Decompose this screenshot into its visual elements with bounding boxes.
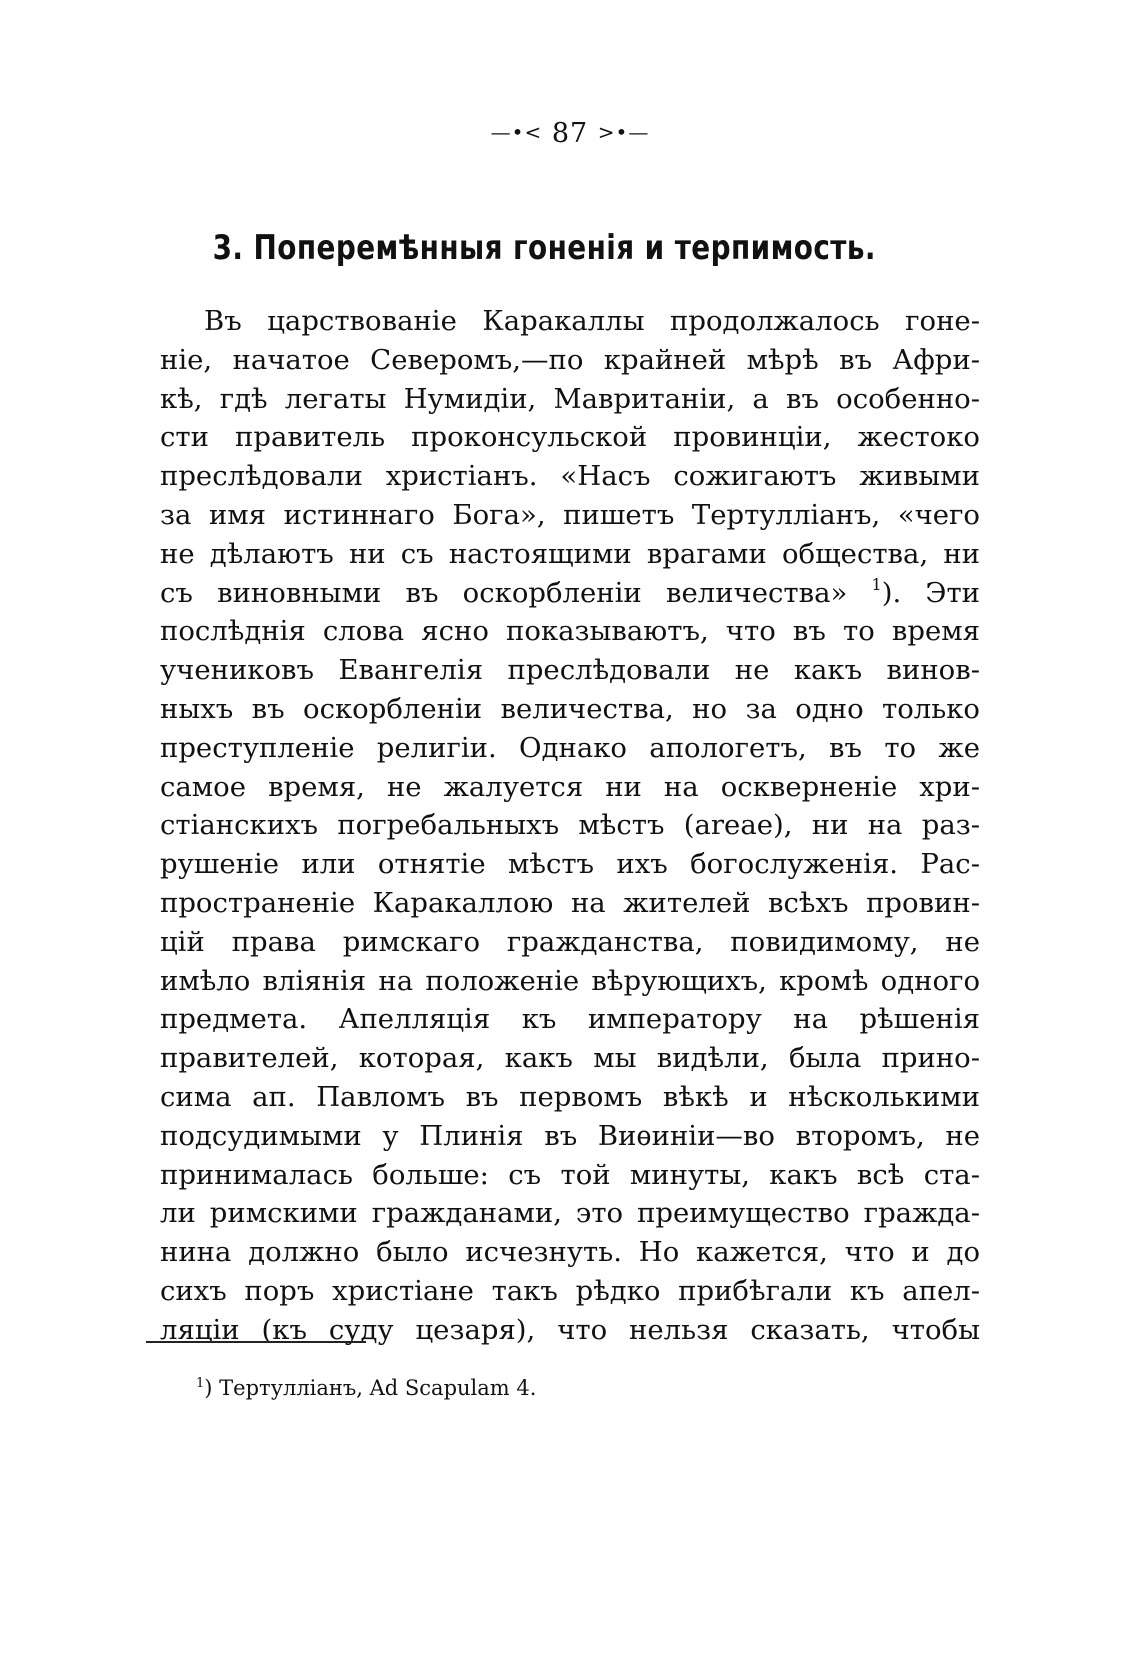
- text-line: ляціи (къ суду цезаря), что нельзя сказать, чтобы: [160, 1313, 980, 1346]
- text-line: за имя истиннаго Бога», пишетъ Тертулліанъ, «чего: [160, 498, 980, 531]
- text-line: преступленіе религіи. Однако апологетъ, въ то же: [160, 731, 980, 764]
- text-line: не дѣлаютъ ни съ настоящими врагами общества, ни: [160, 537, 980, 570]
- text-line: нина должно было исчезнуть. Но кажется, что и до: [160, 1236, 980, 1269]
- text-line: цій права римскаго гражданства, повидимому, не: [160, 925, 980, 958]
- section-title: 3. Поперемѣнныя гоненія и терпимость.: [212, 228, 876, 268]
- footnote-text: ) Тертулліанъ, Ad Scapulam 4.: [204, 1376, 537, 1400]
- ornament-right: >•—: [597, 120, 650, 144]
- footnote-ref-marker: 1: [871, 574, 882, 594]
- body-text: [160, 302, 980, 1350]
- text-line: сихъ поръ христіане такъ рѣдко прибѣгали къ апел-: [160, 1274, 980, 1307]
- text-line: послѣднія слова ясно показываютъ, что въ то время: [160, 615, 980, 648]
- text-line: Въ царствованіе Каракаллы продолжалось гоне-: [204, 305, 980, 337]
- text-line: ніе, начатое Северомъ,—по крайней мѣрѣ въ Афри-: [160, 343, 980, 376]
- text-line: рушеніе или отнятіе мѣстъ ихъ богослуженія. Рас-: [160, 848, 980, 881]
- text-line: стіанскихъ погребальныхъ мѣстъ (areae), ни на раз-: [160, 809, 980, 842]
- text-line: ныхъ въ оскорбленіи величества, но за одно только: [160, 692, 980, 725]
- text-line: имѣло вліянія на положеніе вѣрующихъ, кромѣ одного: [160, 964, 980, 997]
- text-line: кѣ, гдѣ легаты Нумидіи, Мавританіи, а въ особенно-: [160, 382, 980, 415]
- text-line-with-footnote-ref: [160, 574, 980, 613]
- text-line: принималась больше: съ той минуты, какъ всѣ ста-: [160, 1158, 980, 1191]
- page-number: [0, 118, 1140, 149]
- text-line-part: съ виновными въ оскорбленіи величества»: [160, 576, 848, 609]
- footnote-marker: 1: [196, 1376, 205, 1391]
- text-line: учениковъ Евангелія преслѣдовали не какъ винов-: [160, 654, 980, 687]
- text-line: предмета. Апелляція къ императору на рѣшенія: [160, 1003, 980, 1036]
- text-line: правителей, которая, какъ мы видѣли, была прино-: [160, 1042, 980, 1075]
- page-number-value: 87: [551, 118, 589, 149]
- text-line: сима ап. Павломъ въ первомъ вѣкѣ и нѣсколькими: [160, 1080, 980, 1113]
- text-line-part: ). Эти: [881, 576, 981, 609]
- footnote: [196, 1374, 536, 1402]
- text-line: преслѣдовали христіанъ. «Насъ сожигаютъ живыми: [160, 460, 980, 493]
- footnote-divider: [146, 1341, 366, 1343]
- ornament-left: —•<: [490, 120, 543, 144]
- text-line: пространеніе Каракаллою на жителей всѣхъ провин-: [160, 886, 980, 919]
- text-line: самое время, не жалуется ни на оскверненіе хри-: [160, 770, 980, 803]
- text-line: подсудимыми у Плинія въ Виѳиніи—во второмъ, не: [160, 1119, 980, 1152]
- text-line: сти правитель проконсульской провинціи, жестоко: [160, 421, 980, 454]
- text-line: ли римскими гражданами, это преимущество гражда-: [160, 1197, 980, 1230]
